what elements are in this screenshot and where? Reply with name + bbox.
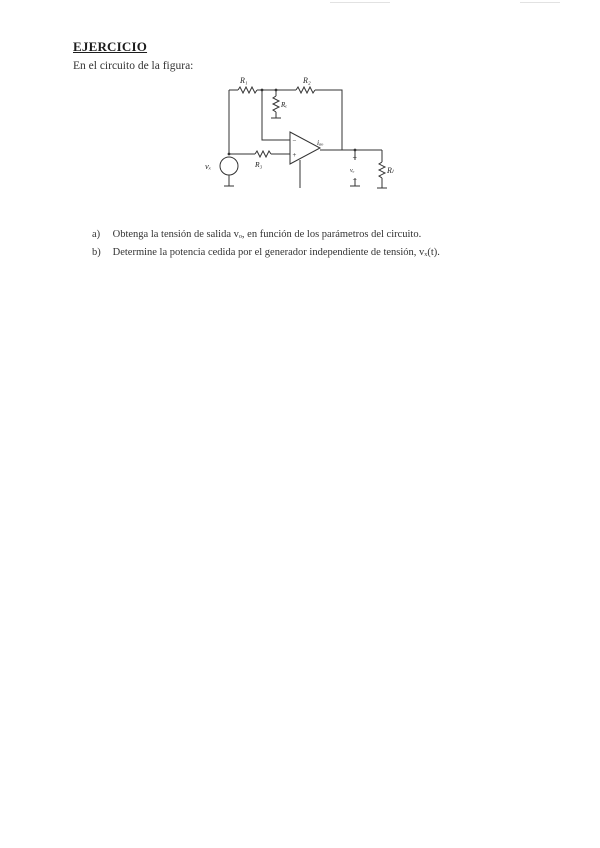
label-vo: vₒ	[350, 168, 355, 174]
resistor-rc	[273, 96, 279, 112]
question-letter: a)	[92, 229, 101, 240]
voltage-source-vg	[220, 157, 238, 175]
label-iao: iₐₒ	[317, 138, 324, 147]
scan-artifact	[520, 2, 560, 3]
question-text: Obtenga la tensión de salida vₒ, en función de los parámetros del circuito.	[112, 229, 422, 240]
scan-artifact	[330, 2, 390, 3]
junction-node	[228, 153, 231, 156]
label-opamp-plus: +	[292, 151, 297, 159]
junction-node	[354, 149, 357, 152]
resistor-rl	[379, 162, 385, 178]
circuit-diagram	[200, 74, 410, 202]
intro-text: En el circuito de la figura:	[73, 60, 194, 72]
resistor-r2	[296, 87, 315, 93]
resistor-r1	[238, 87, 257, 93]
junction-node	[261, 89, 264, 92]
question-b	[92, 247, 440, 258]
label-rl: Rₗ	[387, 166, 394, 175]
question-a	[92, 229, 421, 240]
label-r1: R₁	[240, 76, 248, 85]
label-vo-minus: −	[352, 175, 358, 184]
label-r2: R₂	[303, 76, 311, 85]
junction-node	[275, 89, 278, 92]
label-rc: Rₑ	[281, 101, 288, 109]
exercise-title: EJERCICIO	[73, 39, 148, 54]
label-opamp-minus: −	[292, 137, 297, 145]
label-r3: R₃	[255, 160, 263, 169]
resistor-r3	[255, 151, 271, 157]
label-vo-plus: +	[352, 153, 358, 162]
question-text: Determine la potencia cedida por el generador independiente de tensión, vₓ(t).	[112, 247, 440, 258]
question-letter: b)	[92, 247, 101, 258]
label-vg: vₓ	[205, 161, 212, 171]
